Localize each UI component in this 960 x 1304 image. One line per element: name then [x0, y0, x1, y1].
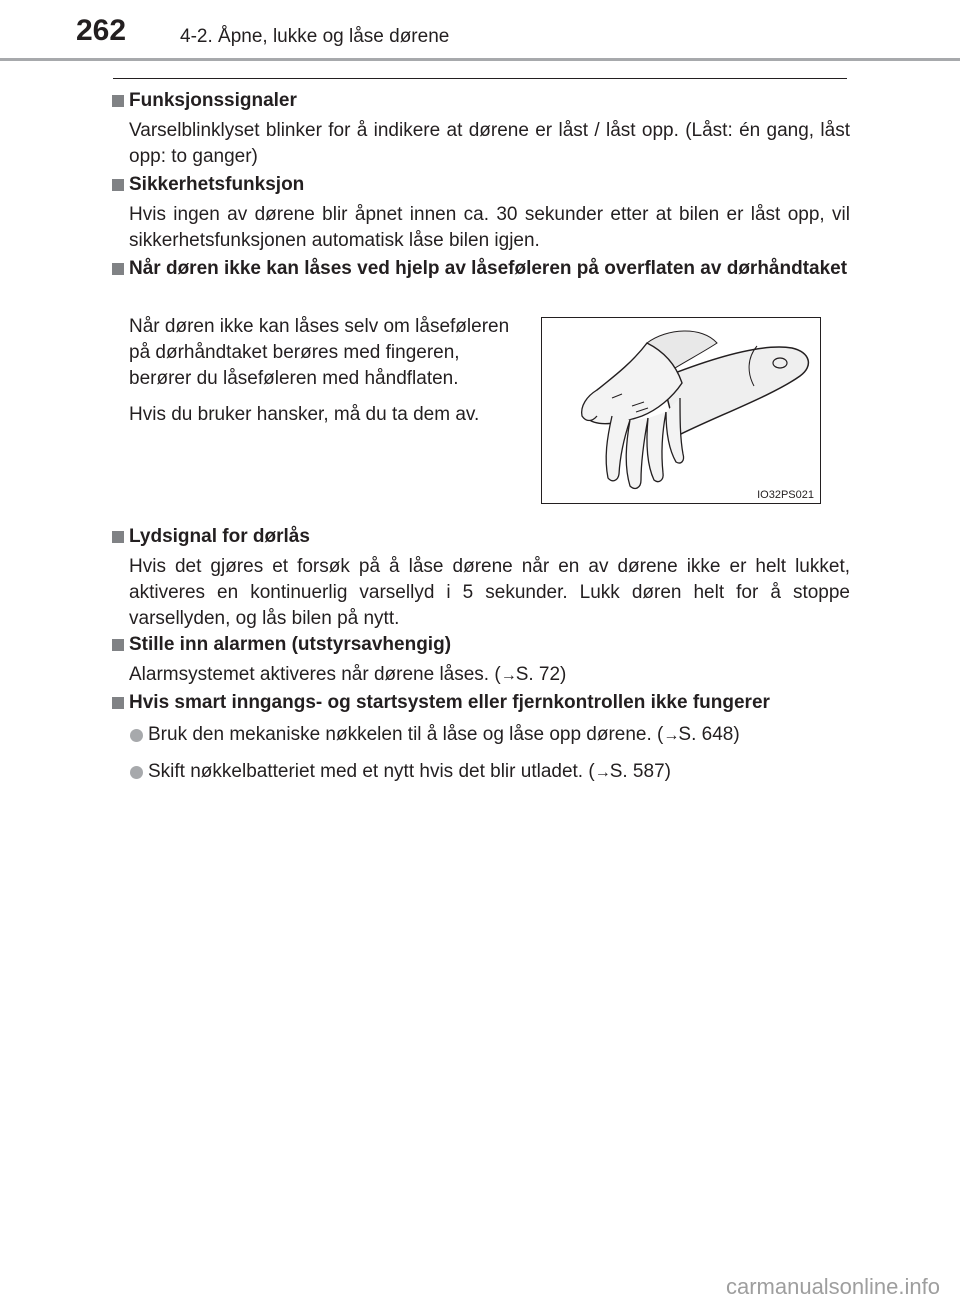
- hand-illustration: [542, 318, 820, 503]
- figure-code: IO32PS021: [757, 489, 814, 501]
- section-marker-icon: [112, 531, 124, 543]
- chapter-title: 4-2. Åpne, lukke og låse dørene: [180, 26, 450, 47]
- section-marker-icon: [112, 263, 124, 275]
- section-title: Lydsignal for dørlås: [129, 526, 310, 547]
- content-rule: [113, 78, 847, 79]
- page-reference[interactable]: S. 648): [678, 724, 740, 745]
- section-marker-icon: [112, 639, 124, 651]
- arrow-right-icon: →: [500, 667, 516, 684]
- arrow-right-icon: →: [663, 727, 679, 744]
- section-title: Hvis smart inngangs- og startsystem eller fjernkontrollen ikke fungerer: [129, 692, 770, 713]
- watermark: carmanualsonline.info: [725, 1274, 940, 1299]
- section-door-lock-buzzer: [110, 524, 850, 632]
- page-reference[interactable]: S. 72): [515, 664, 567, 685]
- bullet-dot-icon: [130, 766, 143, 779]
- lock-sensor-text: [129, 314, 521, 438]
- section-lock-sensor: [110, 256, 850, 282]
- section-security-function: [110, 172, 850, 254]
- section-marker-icon: [112, 179, 124, 191]
- list-item: Bruk den mekaniske nøkkelen til å låse og låse opp dørene. (→S. 648): [110, 722, 850, 749]
- arrow-right-icon: →: [594, 764, 610, 781]
- section-body: Varselblinklyset blinker for å indikere at dørene er låst / låst opp. (Låst: én gang, låst opp: to ganger): [129, 120, 850, 167]
- section-body: Hvis det gjøres et forsøk på å låse dørene når en av dørene ikke er helt lukket, aktiveres en kontinuerlig varsellyd i 5 sekunder. Lukk døren helt for å stoppe varsellyden, og lås bilen på nytt.: [129, 556, 850, 629]
- lock-sensor-para-2: Hvis du bruker hansker, må du ta dem av.: [129, 404, 480, 425]
- section-body: Hvis ingen av dørene blir åpnet innen ca. 30 sekunder etter at bilen er låst opp, vil sikkerhetsfunksjonen automatisk låse bilen igjen.: [129, 204, 850, 251]
- section-marker-icon: [112, 95, 124, 107]
- section-body: Alarmsystemet aktiveres når dørene låses. (→S. 72): [129, 664, 567, 685]
- section-title: Når døren ikke kan låses ved hjelp av låseføleren på overflaten av dørhåndtaket: [129, 258, 848, 279]
- hand-on-door-handle-figure: [541, 317, 821, 504]
- bullet-dot-icon: [130, 729, 143, 742]
- section-smart-entry-failure: [110, 690, 850, 786]
- section-title: Sikkerhetsfunksjon: [129, 174, 305, 195]
- page-number: 262: [76, 14, 127, 47]
- header-rule: [0, 58, 960, 61]
- section-title: Stille inn alarmen (utstyrsavhengig): [129, 634, 452, 655]
- lock-sensor-para-1: Når døren ikke kan låses selv om låseføleren på dørhåndtaket berøres med fingeren, berører du låseføleren med håndflaten.: [129, 316, 510, 389]
- section-marker-icon: [112, 697, 124, 709]
- section-title: Funksjonssignaler: [129, 90, 297, 111]
- section-function-signals: [110, 88, 850, 170]
- section-set-alarm: [110, 632, 850, 689]
- page-reference[interactable]: S. 587): [609, 761, 671, 782]
- list-item: Skift nøkkelbatteriet med et nytt hvis det blir utladet. (→S. 587): [110, 759, 850, 786]
- page-header: [0, 0, 960, 62]
